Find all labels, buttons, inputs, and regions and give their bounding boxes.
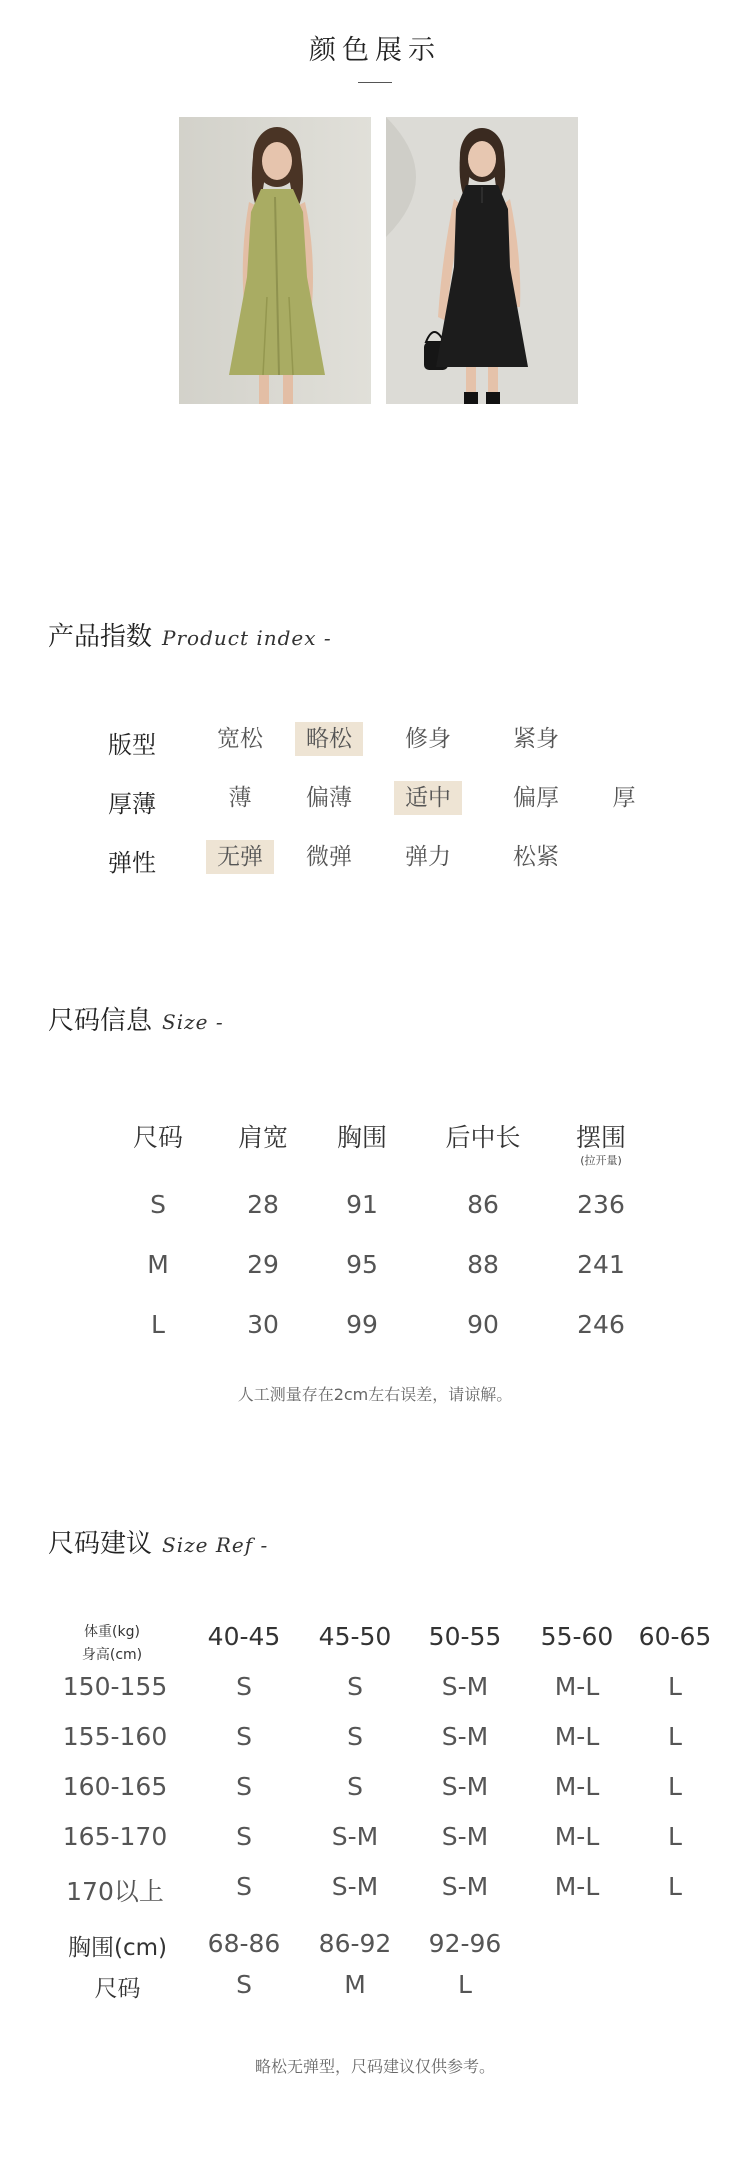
index-option-selected: 略松	[295, 722, 363, 756]
size-ref-cell: S-M	[441, 1772, 489, 1801]
table-cell: 95	[346, 1250, 378, 1279]
index-label-elasticity: 弹性	[108, 849, 156, 877]
table-cell: 86	[467, 1190, 499, 1219]
size-ref-cell: M-L	[554, 1872, 600, 1901]
size-ref-cell: S	[236, 1672, 252, 1701]
size-info-header	[48, 1000, 224, 1037]
size-ref-cell: M-L	[554, 1822, 600, 1851]
size-ref-cell: M-L	[554, 1772, 600, 1801]
size-ref-cell: L	[668, 1872, 682, 1901]
size-col-header: 尺码	[132, 1123, 183, 1152]
weight-header: 45-50	[318, 1622, 392, 1651]
bust-value: 92-96	[428, 1929, 502, 1958]
table-cell: 246	[577, 1310, 625, 1339]
size-info-title-en: Size -	[162, 1010, 224, 1034]
weight-corner-label: 体重(kg)	[84, 1624, 140, 1640]
hem-note: (拉开量)	[580, 1154, 622, 1167]
index-option: 紧身	[513, 726, 559, 752]
hem-col-header: 摆围	[575, 1123, 626, 1152]
size-value: L	[458, 1970, 472, 1999]
table-cell: 236	[577, 1190, 625, 1219]
index-option: 厚	[612, 785, 636, 811]
size-ref-header	[48, 1523, 268, 1560]
size-ref-cell: L	[668, 1672, 682, 1701]
size-ref-cell: L	[668, 1722, 682, 1751]
table-cell: 29	[247, 1250, 279, 1279]
bust-col-header: 胸围	[336, 1123, 387, 1152]
size-value: M	[344, 1970, 366, 1999]
size-ref-cell: S	[347, 1772, 363, 1801]
height-row-label: 165-170	[62, 1822, 168, 1851]
product-index-header	[48, 616, 332, 653]
size-row-label: 尺码	[94, 1976, 141, 2002]
size-ref-cell: S	[236, 1872, 252, 1901]
size-ref-title-en: Size Ref -	[162, 1533, 269, 1557]
size-ref-cell: S-M	[441, 1722, 489, 1751]
size-ref-cell: S-M	[331, 1872, 379, 1901]
product-index-title-en: Product index -	[162, 626, 332, 650]
size-ref-cell: L	[668, 1822, 682, 1851]
height-row-label: 160-165	[62, 1772, 168, 1801]
table-cell: 91	[346, 1190, 378, 1219]
table-cell: M	[147, 1250, 169, 1279]
size-ref-cell: S	[236, 1722, 252, 1751]
index-option-selected: 适中	[394, 781, 462, 815]
index-option: 偏厚	[513, 785, 559, 811]
table-cell: 28	[247, 1190, 279, 1219]
index-option: 薄	[228, 785, 252, 811]
index-option: 偏薄	[306, 785, 352, 811]
index-label-thickness: 厚薄	[108, 790, 156, 818]
size-ref-title: 尺码建议	[48, 1529, 153, 1559]
index-label-fit: 版型	[108, 731, 156, 759]
size-ref-cell: L	[668, 1772, 682, 1801]
index-option: 微弹	[306, 844, 352, 870]
weight-header: 50-55	[428, 1622, 502, 1651]
height-row-label: 150-155	[62, 1672, 168, 1701]
green-dress-photo[interactable]	[179, 117, 371, 404]
size-ref-cell: S	[347, 1722, 363, 1751]
bust-row-label: 胸围(cm)	[68, 1935, 167, 1961]
size-ref-cell: S	[347, 1672, 363, 1701]
weight-header: 40-45	[207, 1622, 281, 1651]
bust-value: 86-92	[318, 1929, 392, 1958]
product-index-title: 产品指数	[48, 622, 153, 652]
weight-header: 60-65	[638, 1622, 712, 1651]
index-option: 修身	[405, 726, 451, 752]
index-option: 宽松	[217, 726, 263, 752]
size-ref-cell: M-L	[554, 1722, 600, 1751]
size-ref-note: 略松无弹型，尺码建议仅供参考。	[254, 2057, 495, 2076]
black-dress-photo[interactable]	[386, 117, 578, 404]
table-cell: 99	[346, 1310, 378, 1339]
size-ref-cell: S-M	[441, 1872, 489, 1901]
height-corner-label: 身高(cm)	[81, 1647, 143, 1663]
bust-value: 68-86	[207, 1929, 281, 1958]
shoulder-col-header: 肩宽	[237, 1123, 288, 1152]
table-cell: L	[151, 1310, 165, 1339]
index-option-selected: 无弹	[206, 840, 274, 874]
size-info-title: 尺码信息	[48, 1006, 153, 1036]
size-ref-cell: S-M	[441, 1822, 489, 1851]
table-cell: 88	[467, 1250, 499, 1279]
size-ref-cell: S-M	[331, 1822, 379, 1851]
size-ref-cell: S-M	[441, 1672, 489, 1701]
title-divider	[358, 82, 392, 83]
height-row-label: 155-160	[62, 1722, 168, 1751]
size-ref-cell: M-L	[554, 1672, 600, 1701]
height-row-label: 170以上	[66, 1877, 164, 1906]
size-ref-cell: S	[236, 1822, 252, 1851]
index-option: 松紧	[513, 844, 559, 870]
table-cell: 30	[247, 1310, 279, 1339]
size-ref-cell: S	[236, 1772, 252, 1801]
weight-header: 55-60	[540, 1622, 614, 1651]
index-option: 弹力	[405, 844, 451, 870]
size-info-note: 人工测量存在2cm左右误差，请谅解。	[237, 1385, 513, 1404]
table-cell: 90	[467, 1310, 499, 1339]
color-section-title: 颜色展示	[309, 35, 441, 66]
table-cell: S	[150, 1190, 166, 1219]
length-col-header: 后中长	[445, 1123, 521, 1152]
size-value: S	[236, 1970, 252, 1999]
table-cell: 241	[577, 1250, 625, 1279]
